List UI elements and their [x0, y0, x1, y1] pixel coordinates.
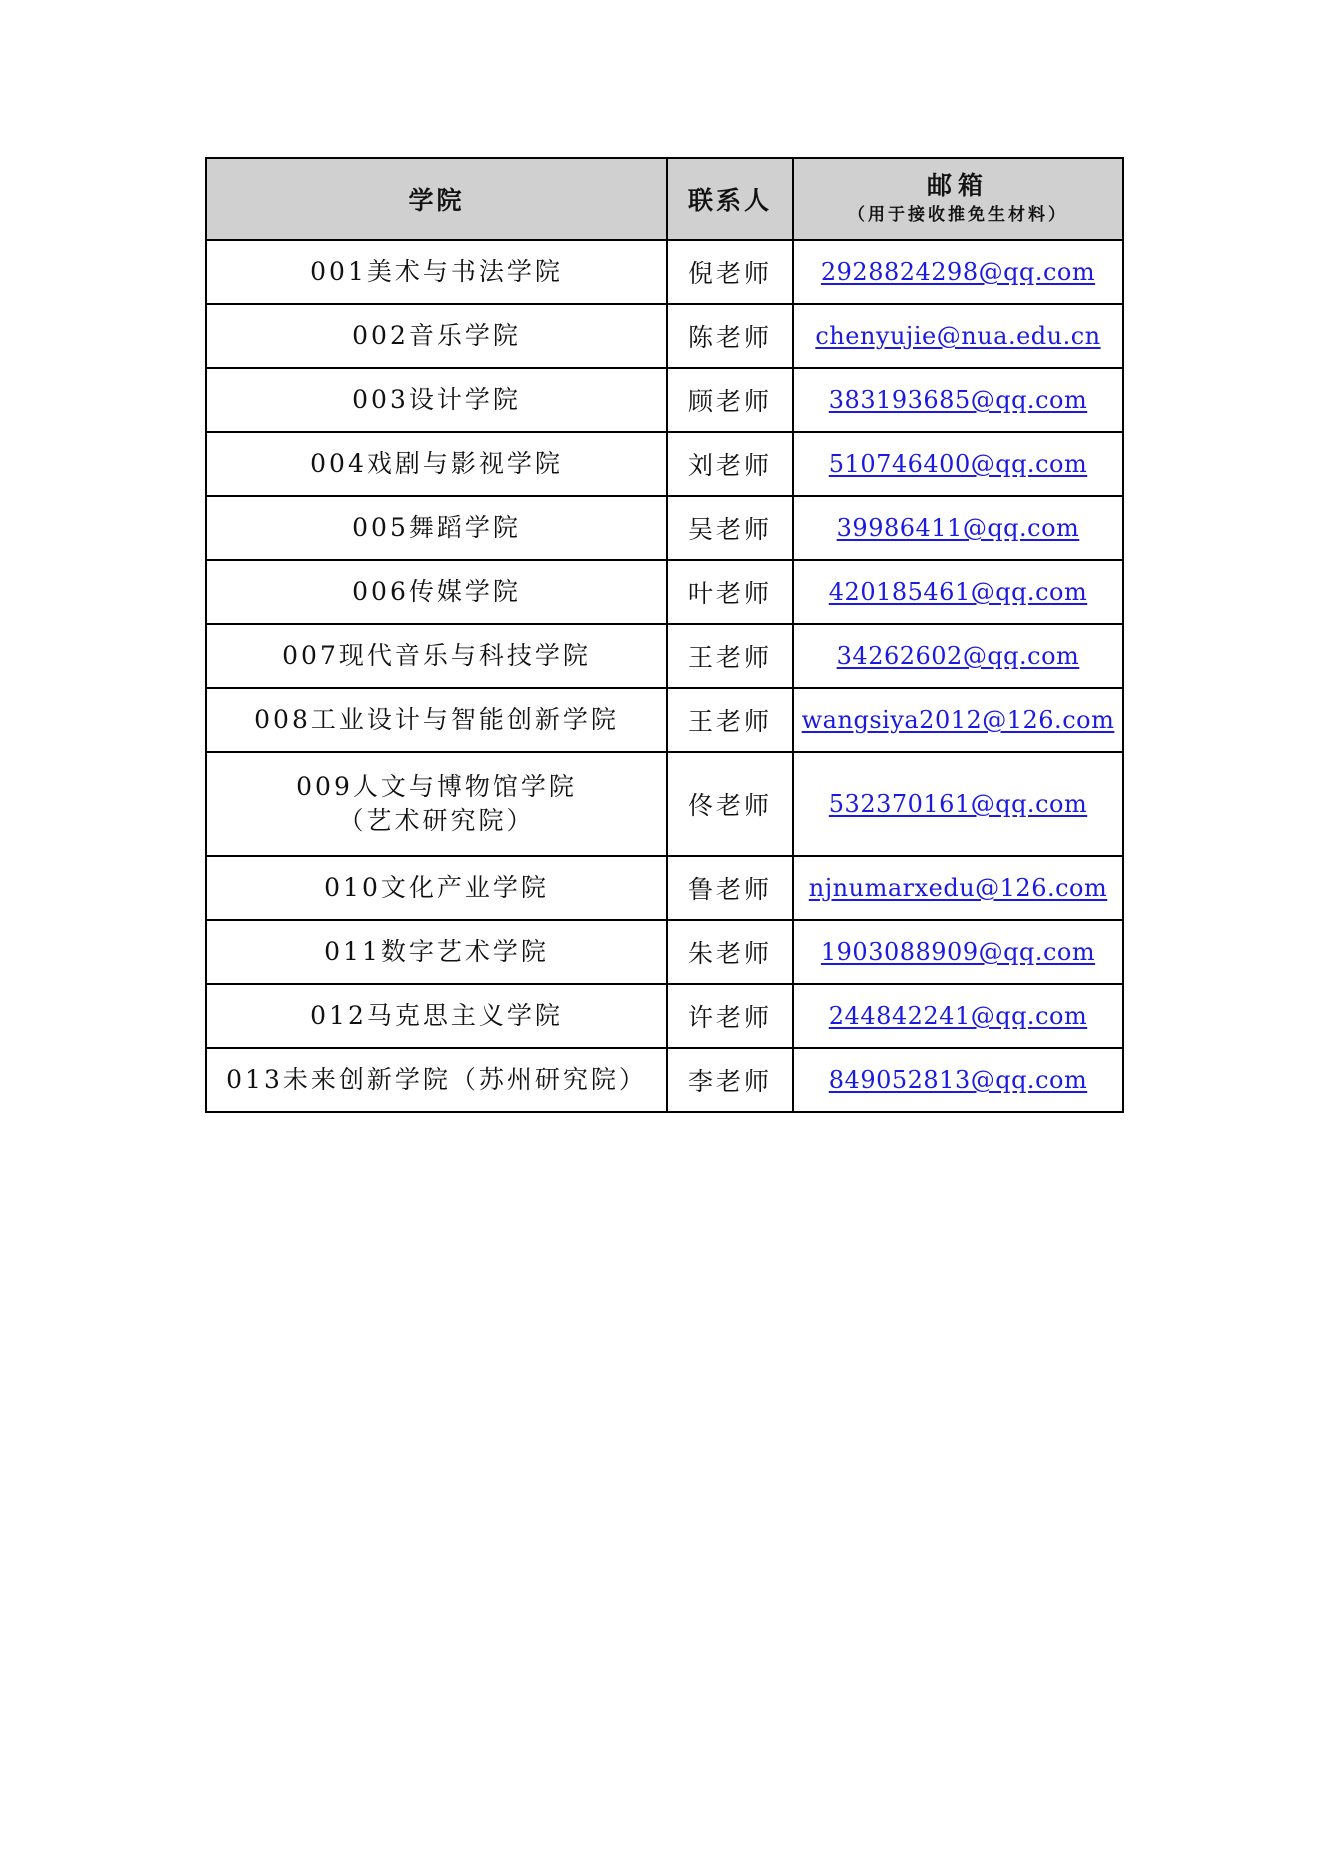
header-college: 学院	[206, 158, 667, 240]
contact-person-cell: 许老师	[667, 984, 793, 1048]
table-row	[206, 240, 1123, 304]
email-cell	[793, 304, 1123, 368]
email-cell	[793, 368, 1123, 432]
email-link[interactable]: wangsiya2012@126.com	[801, 706, 1115, 734]
college-name-cell	[206, 432, 667, 496]
contact-person-cell: 王老师	[667, 624, 793, 688]
email-link[interactable]: chenyujie@nua.edu.cn	[815, 322, 1101, 350]
email-cell	[793, 752, 1123, 856]
college-name-line: 012马克思主义学院	[310, 1001, 563, 1030]
email-link[interactable]: 39986411@qq.com	[836, 514, 1080, 542]
header-email	[793, 158, 1123, 240]
table-row	[206, 432, 1123, 496]
college-name-line: 003设计学院	[352, 385, 521, 414]
table-row	[206, 856, 1123, 920]
email-link[interactable]: 849052813@qq.com	[828, 1066, 1088, 1094]
email-link[interactable]: 2928824298@qq.com	[820, 258, 1096, 286]
email-cell	[793, 1048, 1123, 1112]
contact-table-container	[205, 157, 1122, 1113]
email-link[interactable]: njnumarxedu@126.com	[808, 874, 1108, 902]
college-name-line: 001美术与书法学院	[310, 257, 563, 286]
college-name-line: 005舞蹈学院	[352, 513, 521, 542]
contact-person-cell: 李老师	[667, 1048, 793, 1112]
email-cell	[793, 240, 1123, 304]
college-name-line: 009人文与博物馆学院	[296, 772, 577, 801]
college-name-cell	[206, 368, 667, 432]
contact-person-cell: 陈老师	[667, 304, 793, 368]
email-cell	[793, 688, 1123, 752]
email-cell	[793, 984, 1123, 1048]
table-header-row	[206, 158, 1123, 240]
table-row	[206, 752, 1123, 856]
college-name-line: 006传媒学院	[352, 577, 521, 606]
email-link[interactable]: 383193685@qq.com	[828, 386, 1088, 414]
college-name-line: 008工业设计与智能创新学院	[254, 705, 619, 734]
table-row	[206, 1048, 1123, 1112]
contact-person-cell: 顾老师	[667, 368, 793, 432]
contact-person-cell: 叶老师	[667, 560, 793, 624]
table-row	[206, 560, 1123, 624]
contact-person-cell: 佟老师	[667, 752, 793, 856]
college-name-cell	[206, 984, 667, 1048]
college-name-line: 002音乐学院	[352, 321, 521, 350]
college-name-line: 013未来创新学院（苏州研究院）	[226, 1065, 647, 1094]
table-row	[206, 688, 1123, 752]
college-name-cell	[206, 240, 667, 304]
email-cell	[793, 496, 1123, 560]
college-name-cell	[206, 304, 667, 368]
college-name-line: 004戏剧与影视学院	[310, 449, 563, 478]
email-link[interactable]: 420185461@qq.com	[828, 578, 1088, 606]
college-contact-table	[205, 157, 1124, 1113]
college-name-cell	[206, 752, 667, 856]
college-name-cell	[206, 1048, 667, 1112]
email-cell	[793, 432, 1123, 496]
table-row	[206, 920, 1123, 984]
table-row	[206, 368, 1123, 432]
table-row	[206, 496, 1123, 560]
email-link[interactable]: 34262602@qq.com	[836, 642, 1080, 670]
email-link[interactable]: 1903088909@qq.com	[820, 938, 1096, 966]
table-row	[206, 304, 1123, 368]
email-cell	[793, 856, 1123, 920]
college-name-cell	[206, 496, 667, 560]
email-link[interactable]: 510746400@qq.com	[828, 450, 1088, 478]
table-row	[206, 984, 1123, 1048]
email-cell	[793, 624, 1123, 688]
contact-person-cell: 倪老师	[667, 240, 793, 304]
college-name-cell	[206, 624, 667, 688]
college-name-line: 011数字艺术学院	[324, 937, 549, 966]
contact-person-cell: 王老师	[667, 688, 793, 752]
contact-person-cell: 鲁老师	[667, 856, 793, 920]
email-cell	[793, 560, 1123, 624]
email-cell	[793, 920, 1123, 984]
email-link[interactable]: 532370161@qq.com	[828, 790, 1088, 818]
college-name-cell	[206, 856, 667, 920]
header-contact: 联系人	[667, 158, 793, 240]
contact-person-cell: 朱老师	[667, 920, 793, 984]
header-email-note: （用于接收推免生材料）	[848, 205, 1068, 225]
contact-person-cell: 刘老师	[667, 432, 793, 496]
table-row	[206, 624, 1123, 688]
contact-person-cell: 吴老师	[667, 496, 793, 560]
header-email-title: 邮箱	[926, 171, 989, 200]
college-name-cell	[206, 560, 667, 624]
college-name-cell	[206, 688, 667, 752]
college-name-line: （艺术研究院）	[338, 806, 535, 835]
table-body	[206, 240, 1123, 1112]
college-name-cell	[206, 920, 667, 984]
college-name-line: 007现代音乐与科技学院	[282, 641, 591, 670]
college-name-line: 010文化产业学院	[324, 873, 549, 902]
email-link[interactable]: 244842241@qq.com	[828, 1002, 1088, 1030]
